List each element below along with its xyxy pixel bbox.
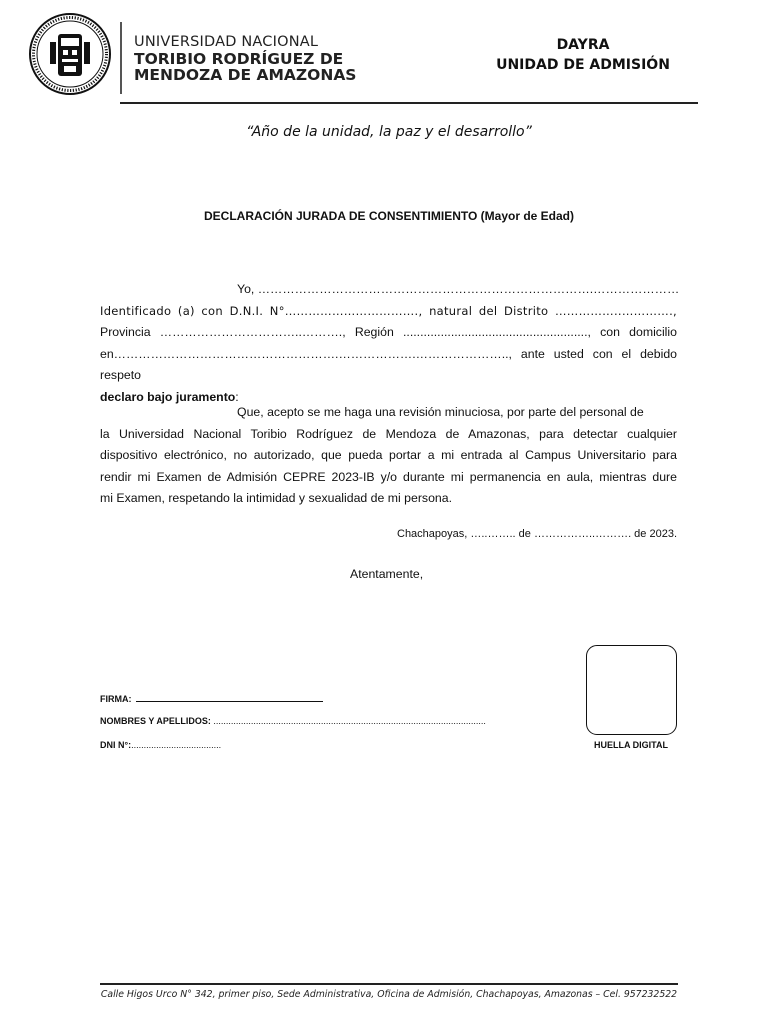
office-acronym: DAYRA (556, 37, 610, 53)
closing-salutation: Atentamente, (350, 567, 424, 581)
signature-line (136, 694, 323, 702)
declarant-name-line: Yo, ……………………………………………………………………….………………… (237, 282, 680, 296)
address-line: en……………………………………………….……………….………………….., ante usted con el debido respeto (100, 346, 677, 382)
dni-label: DNI N°: (100, 740, 132, 750)
footer-rule (100, 983, 678, 985)
dni-blank: .................................... (131, 740, 222, 750)
university-seal-icon (28, 12, 112, 96)
dni-field (100, 740, 221, 750)
full-name-label: NOMBRES Y APELLIDOS: (100, 716, 211, 726)
consent-line-1: Que, acepto se me haga una revisión minuciosa, por parte del personal de (237, 405, 644, 419)
consent-paragraph (100, 402, 677, 510)
fingerprint-label: HUELLA DIGITAL (594, 740, 668, 750)
university-name-line2: TORIBIO RODRÍGUEZ DE (134, 50, 344, 68)
consent-line-5: mi Examen, respetando la intimidad y sexualidad de mi persona. (100, 491, 453, 505)
fingerprint-box (586, 645, 677, 735)
consent-line-4: rendir mi Examen de Admisión CEPRE 2023-IB y/o durante mi permanencia en aula, mientras dure (100, 469, 677, 484)
document-title: DECLARACIÓN JURADA DE CONSENTIMIENTO (Mayor de Edad) (203, 209, 575, 223)
header-rule (120, 102, 698, 104)
full-name-blank: ............................................................................................................. (210, 716, 486, 726)
oath-phrase: declaro bajo juramento (100, 389, 236, 404)
dni-district-line: Identificado (a) con D.N.I. N°……………………………., natural del Distrito ……………..…………., (100, 303, 677, 318)
university-name-line3: MENDOZA DE AMAZONAS (134, 66, 357, 84)
signature-field (100, 694, 323, 704)
oath-colon: : (235, 389, 239, 404)
university-name-line1: UNIVERSIDAD NACIONAL (134, 34, 319, 50)
province-region-line: Provincia ……………………………..………., Región ......................................................, con domicilio (100, 325, 677, 339)
consent-line-3: dispositivo electrónico, no autorizado, que pueda portar a mi entrada al Campus Universitario para (100, 448, 677, 462)
footer-address: Calle Higos Urco N° 342, primer piso, Sede Administrativa, Oficina de Admisión, Chachapoyas, Amazonas – Cel. 957232522 (100, 989, 678, 1000)
header-divider (120, 22, 122, 94)
consent-line-2: la Universidad Nacional Toribio Rodríguez de Mendoza de Amazonas, para detectar cualquier (100, 426, 677, 441)
full-name-field (100, 716, 486, 726)
declaration-paragraph (100, 279, 680, 408)
office-name: UNIDAD DE ADMISIÓN (496, 57, 670, 73)
place-and-date: Chachapoyas, …..…….. de ……………..………. de 2023. (397, 528, 677, 540)
signature-label: FIRMA: (100, 694, 132, 704)
year-motto: “Año de la unidad, la paz y el desarrollo” (246, 124, 532, 140)
